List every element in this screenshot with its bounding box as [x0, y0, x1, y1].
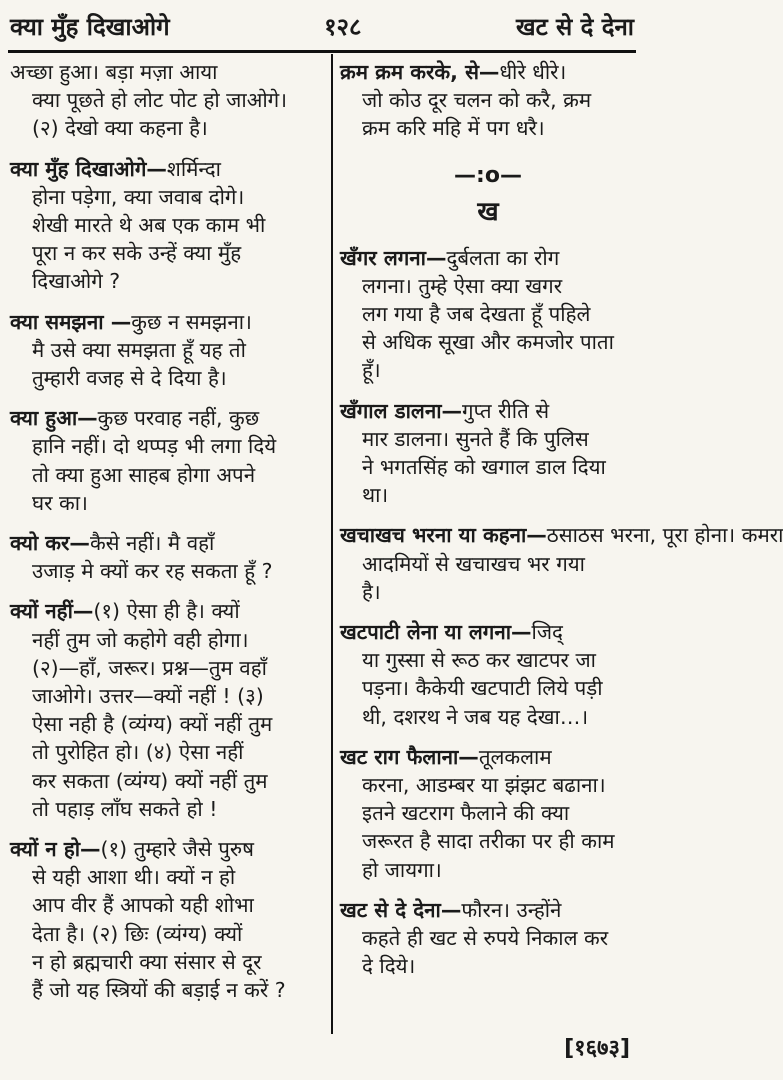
entry-line: [10, 432, 326, 460]
entry-line: [340, 114, 636, 142]
entry-text: गुप्त रीति से: [462, 398, 550, 423]
entry-line: [340, 300, 636, 328]
entry-line: [340, 674, 636, 702]
entry-text: कहते ही खट से रुपये निकाल कर: [362, 926, 609, 951]
entry-text: दे दिये।: [362, 954, 416, 979]
entry-text: आप वीर हैं आपको यही शोभा: [32, 893, 254, 918]
entry-text: होना पड़ेगा, क्या जवाब दोगे।: [32, 184, 245, 209]
entry-text: तो पहाड़ लाँघ सकते हो !: [32, 796, 218, 821]
entry-text: हो जायगा।: [362, 857, 442, 882]
entry-headword: क्या समझना —: [10, 309, 132, 334]
entry-text: तूलकलाम: [478, 744, 552, 769]
entry-text: न हो ब्रह्मचारी क्या संसार से दूर: [32, 949, 262, 974]
entry-text: कुछ न समझना।: [131, 309, 252, 334]
entry-line: [10, 529, 326, 557]
entry-line: [340, 58, 636, 86]
entry-line: [10, 710, 326, 738]
dictionary-entry: [340, 896, 636, 981]
entry-line: [340, 827, 636, 855]
dictionary-entry: [340, 244, 636, 385]
entry-line: [340, 924, 636, 952]
entry-text: हानि नहीं। दो थप्पड़ भी लगा दिये: [32, 434, 277, 459]
entry-line: [10, 626, 326, 654]
entry-text: देता है। (२) छिः (व्यंग्य) क्यों: [32, 921, 243, 946]
entry-line: [340, 743, 636, 771]
entry-headword: क्या मुँह दिखाओगे—: [10, 156, 167, 181]
entry-text: लग गया है जब देखता हूँ पहिले: [362, 302, 591, 327]
entry-text: शेखी मारते थे अब एक काम भी: [32, 213, 266, 238]
entry-line: [10, 114, 326, 142]
entry-line: [10, 239, 326, 267]
entry-text: है।: [362, 579, 381, 604]
entry-text: जाओगे। उत्तर—क्यों नहीं ! (३): [32, 684, 264, 709]
entry-text: (१) ऐसा ही है। क्यों: [93, 599, 240, 624]
entry-text: नहीं तुम जो कहोगे वही होगा।: [32, 627, 249, 652]
dictionary-entry: [10, 404, 326, 517]
dictionary-entry: [10, 155, 326, 296]
entry-headword: क्यों न हो—: [10, 837, 101, 862]
entry-text: जिद्: [531, 620, 563, 645]
entry-line: [10, 267, 326, 295]
entry-text: कैसे नहीं। मै वहाँ: [89, 531, 215, 556]
entry-line: [340, 356, 636, 384]
entry-line: [340, 771, 636, 799]
entry-line: [340, 703, 636, 731]
entry-line: [10, 461, 326, 489]
entry-text: से अधिक सूखा और कमजोर पाता: [362, 330, 614, 355]
entry-text: दुर्बलता का रोग: [446, 245, 560, 270]
entry-line: [10, 86, 326, 114]
entry-text: अच्छा हुआ। बड़ा मज़ा आया: [10, 60, 218, 84]
dictionary-entry: [10, 308, 326, 393]
entry-line: [10, 58, 326, 86]
entry-line: [10, 364, 326, 392]
entry-text: जरूरत है सादा तरीका पर ही काम: [362, 829, 615, 854]
dictionary-entry: [10, 597, 326, 823]
entry-line: [340, 896, 636, 924]
left-column: [10, 58, 326, 1016]
entry-text: लगना। तुम्हे ऐसा क्या खगर: [362, 273, 563, 298]
entry-text: मार डालना। सुनते हैं कि पुलिस: [362, 426, 589, 451]
entry-text: कुछ परवाह नहीं, कुछ: [97, 406, 260, 431]
section-separator: —:o—: [454, 162, 522, 188]
dictionary-entry: [10, 529, 326, 585]
dictionary-entry: [340, 521, 783, 606]
entry-headword: क्यो कर—: [10, 531, 90, 556]
entry-text: (२)—हाँ, जरूर। प्रश्न—तुम वहाँ: [32, 655, 267, 680]
entry-line: [340, 856, 636, 884]
dictionary-entry: [10, 58, 326, 143]
entry-headword: खँगाल डालना—: [340, 398, 463, 423]
dictionary-entry: [340, 58, 636, 143]
entry-line: [340, 952, 636, 980]
entry-text: फौरन। उन्होंने: [461, 897, 562, 922]
entry-text: इतने खटराग फैलाने की क्या: [362, 801, 570, 826]
header-left-title: क्या मुँह दिखाओगे: [10, 12, 170, 41]
entry-line: [10, 738, 326, 766]
entry-headword: खटपाटी लेना या लगना—: [340, 620, 532, 645]
entry-line: [10, 336, 326, 364]
entry-line: [340, 244, 636, 272]
entry-line: [340, 646, 636, 674]
entry-line: [10, 489, 326, 517]
entry-headword: खचाखच भरना या कहना—: [340, 523, 547, 548]
entry-text: धीरे धीरे।: [499, 60, 567, 84]
entry-line: [10, 597, 326, 625]
entry-line: [10, 948, 326, 976]
entry-headword: क्या हुआ—: [10, 406, 98, 431]
entry-text: तो क्या हुआ साहब होगा अपने: [32, 462, 256, 487]
entry-text: कर सकता (व्यंग्य) क्यों नहीं तुम: [32, 768, 268, 793]
entry-text: करना, आडम्बर या झंझट बढाना।: [362, 773, 606, 798]
dictionary-entry: [340, 618, 636, 731]
entry-text: पूरा न कर सके उन्हें क्या मुँह: [32, 241, 242, 266]
footer-page-code: [१६७३]: [564, 1036, 630, 1061]
entry-line: [340, 86, 636, 114]
entry-line: [10, 891, 326, 919]
entry-line: [10, 976, 326, 1004]
entry-line: [10, 795, 326, 823]
entry-text: ने भगतसिंह को खगाल डाल दिया: [362, 455, 606, 480]
entry-line: [340, 397, 636, 425]
entry-line: [10, 211, 326, 239]
entry-text: ऐसा नही है (व्यंग्य) क्यों नहीं तुम: [32, 712, 273, 737]
entry-line: [340, 618, 636, 646]
entry-text: था।: [362, 483, 389, 508]
entry-text: (२) देखो क्या कहना है।: [32, 116, 208, 141]
entry-headword: खँगर लगना—: [340, 245, 447, 270]
entry-text: क्रम करि महि में पग धरै।: [362, 116, 545, 141]
entry-line: [340, 453, 636, 481]
section-letter: ख: [477, 196, 499, 227]
entry-line: [340, 425, 636, 453]
entry-line: [340, 481, 636, 509]
entry-text: हूँ।: [362, 358, 381, 383]
entry-text: आदमियों से खचाखच भर गया: [362, 551, 585, 576]
entry-line: [340, 328, 636, 356]
entry-line: [10, 308, 326, 336]
entry-text: से यही आशा थी। क्यों न हो: [32, 865, 236, 890]
entry-line: [10, 682, 326, 710]
entry-line: [340, 799, 636, 827]
entry-text: क्या पूछते हो लोट पोट हो जाओगे।: [32, 88, 287, 113]
entry-line: [10, 835, 326, 863]
header-page-number: १२८: [324, 12, 362, 41]
entry-headword: खट राग फैलाना—: [340, 744, 479, 769]
dictionary-entry: [10, 835, 326, 1004]
entry-line: [10, 155, 326, 183]
entry-text: तुम्हारी वजह से दे दिया है।: [32, 366, 227, 391]
entry-line: [340, 272, 636, 300]
entry-text: शर्मिन्दा: [166, 156, 221, 181]
entry-line: [10, 767, 326, 795]
entry-text: हैं जो यह स्त्रियों की बड़ाई न करें ?: [32, 978, 286, 1003]
entry-text: तो पुरोहित हो। (४) ऐसा नहीं: [32, 740, 244, 765]
header-rule: [8, 50, 636, 53]
dictionary-entry: [340, 743, 636, 884]
entry-text: घर का।: [32, 490, 88, 515]
entry-text: (१) तुम्हारे जैसे पुरुष: [100, 837, 254, 862]
right-column: [340, 58, 783, 992]
entry-line: [10, 654, 326, 682]
entry-text: या गुस्सा से रूठ कर खाटपर जा: [362, 648, 596, 673]
entry-text: थी, दशरथ ने जब यह देखा…।: [362, 704, 589, 729]
entry-line: [340, 578, 636, 606]
page-header: [10, 6, 634, 46]
entry-headword: खट से दे देना—: [340, 897, 462, 922]
entry-headword: क्रम क्रम करके, से—: [340, 60, 500, 84]
entry-text: उजाड़ मे क्यों कर रह सकता हूँ ?: [32, 559, 273, 584]
entry-text: दिखाओगे ?: [32, 269, 121, 294]
column-divider: [331, 54, 333, 1034]
entry-text: ठसाठस भरना, पूरा होना। कमरा: [546, 523, 783, 548]
entry-line: [340, 550, 636, 578]
entry-line: [10, 863, 326, 891]
entry-line: [10, 183, 326, 211]
entry-headword: क्यों नहीं—: [10, 599, 94, 624]
dictionary-entry: [340, 397, 636, 510]
entry-line: [340, 521, 783, 549]
entry-text: मै उसे क्या समझता हूँ यह तो: [32, 337, 246, 362]
entry-text: जो कोउ दूर चलन को करै, क्रम: [362, 88, 592, 113]
header-right-title: खट से दे देना: [515, 12, 634, 41]
entry-text: पड़ना। कैकेयी खटपाटी लिये पड़ी: [362, 676, 603, 701]
entry-line: [10, 920, 326, 948]
entry-line: [10, 404, 326, 432]
entry-line: [10, 557, 326, 585]
